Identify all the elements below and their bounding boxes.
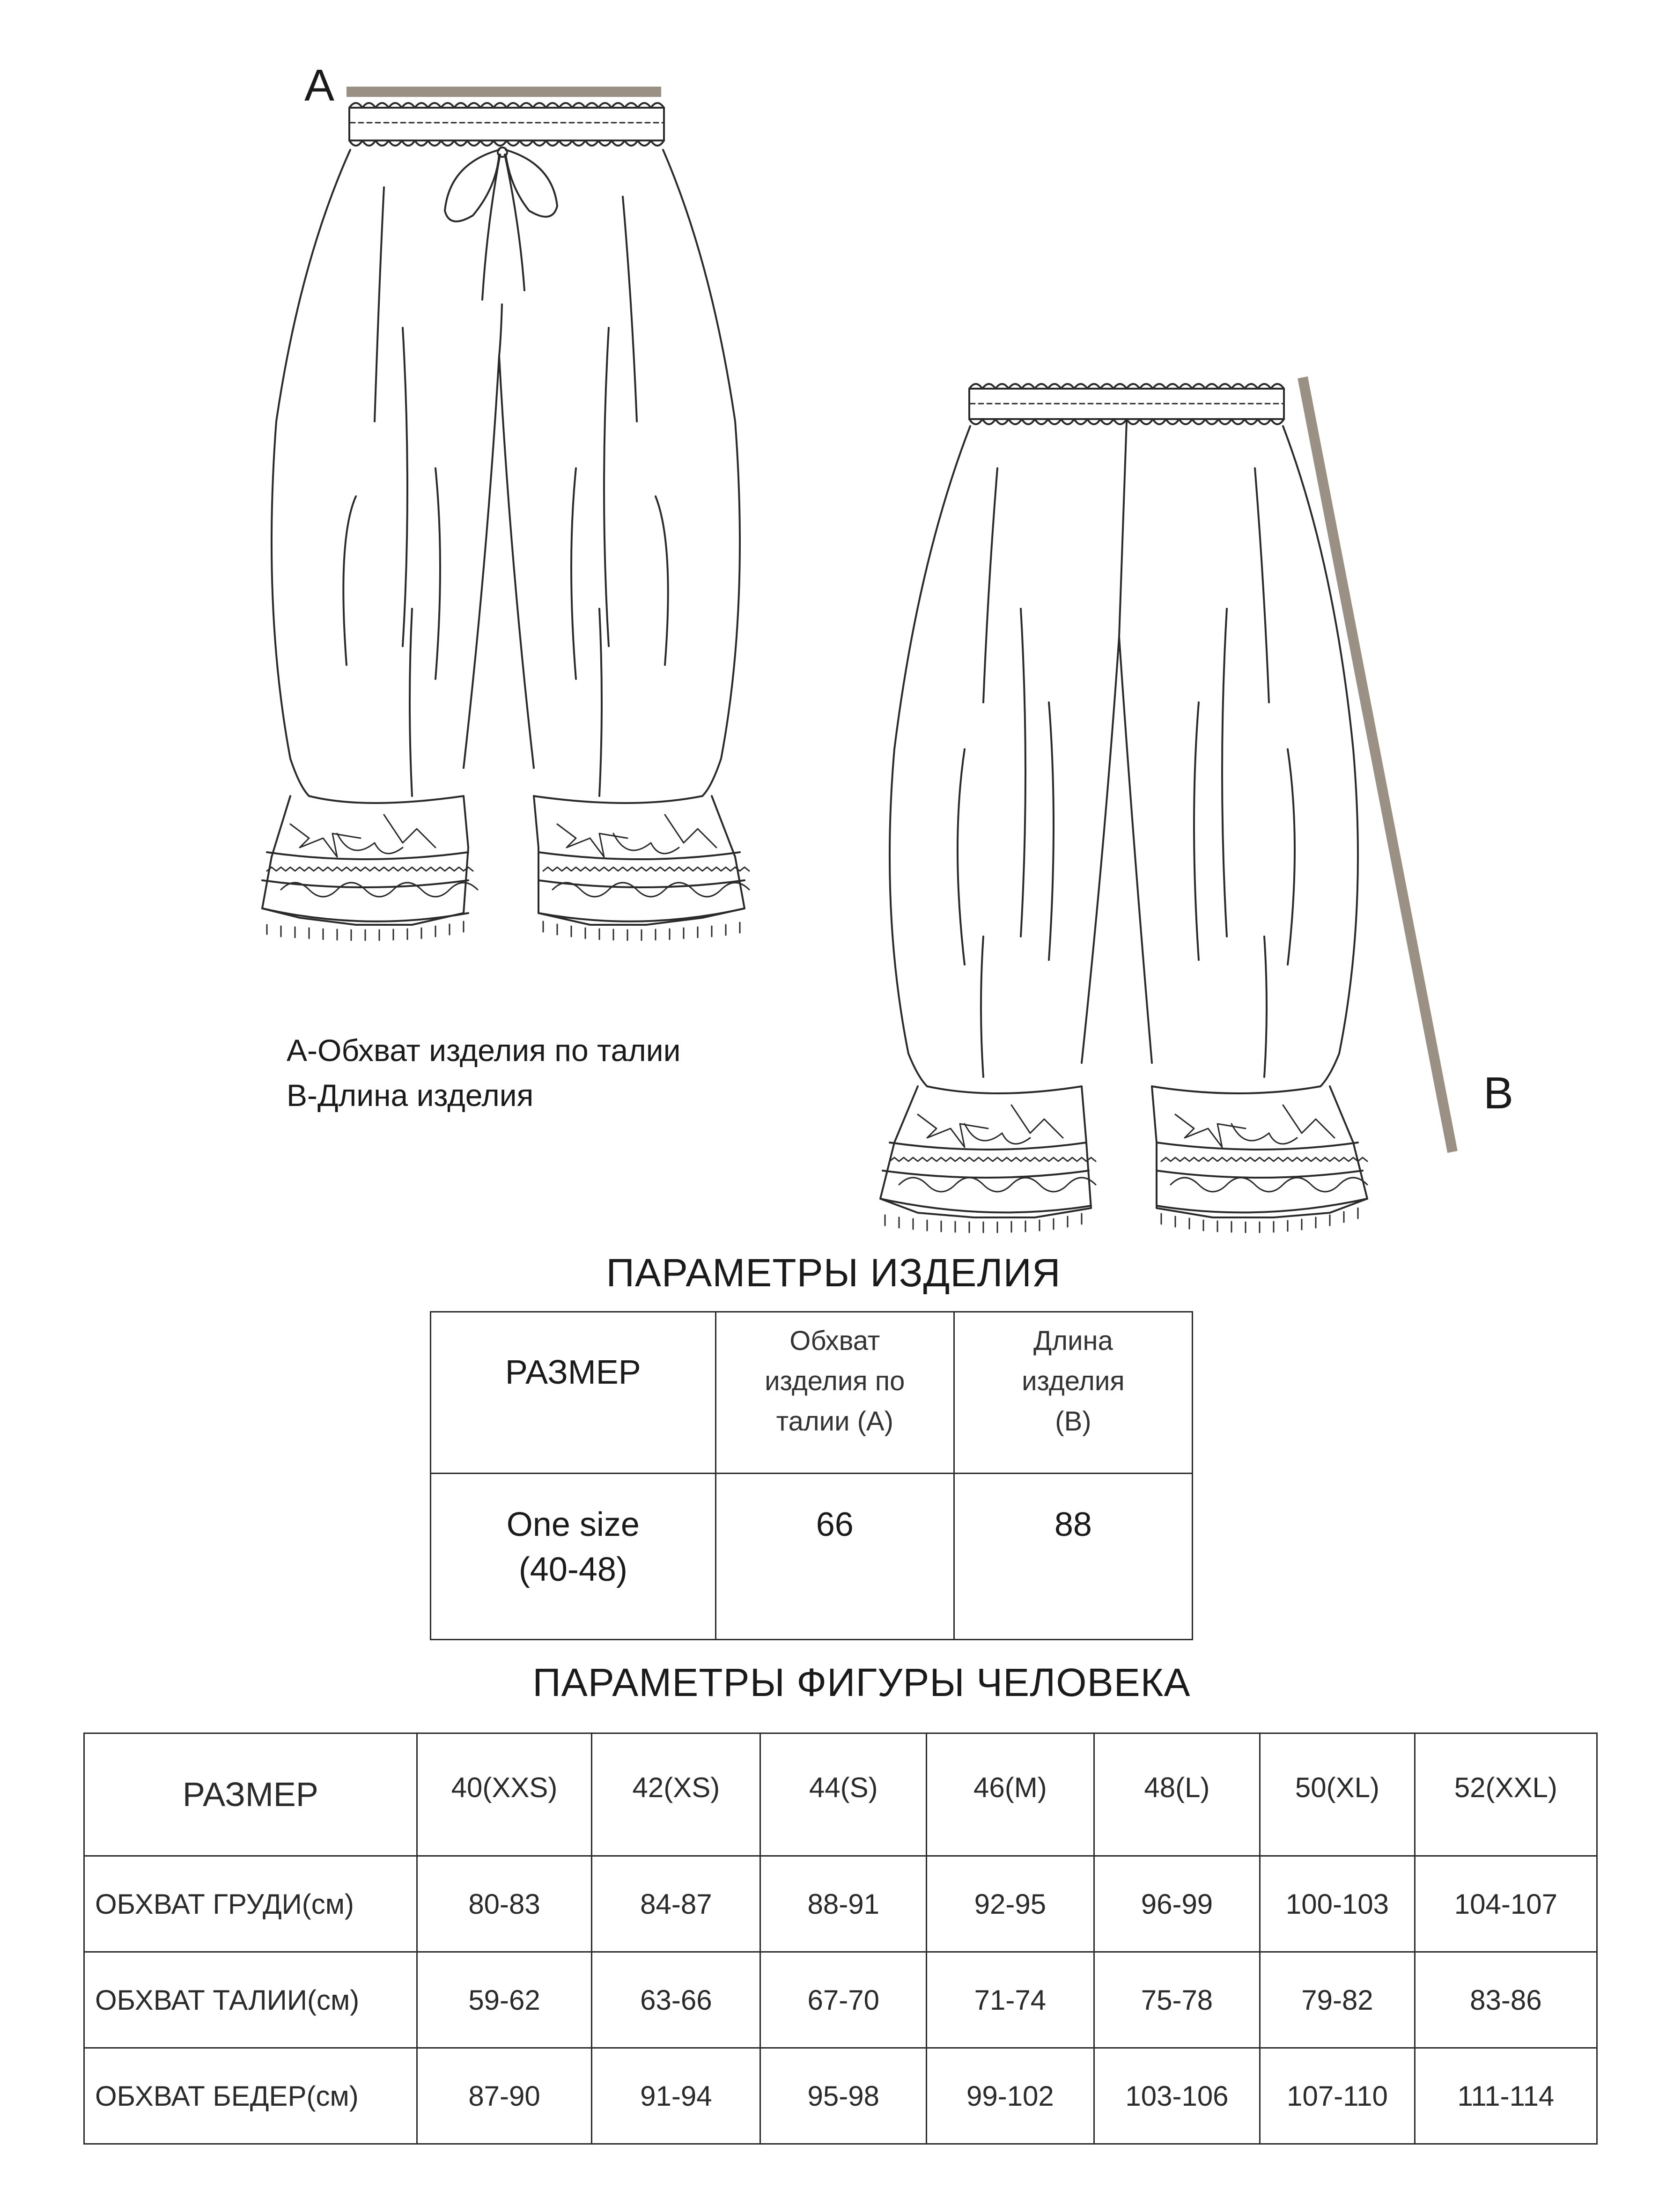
product-length-value: 88 — [954, 1474, 1192, 1640]
table-cell: 71-74 — [927, 1952, 1094, 2048]
figure-params-table — [83, 1733, 1598, 2145]
table-cell: 103-106 — [1094, 2048, 1260, 2144]
table-cell: 100-103 — [1260, 1856, 1415, 1952]
size-header: 48(L) — [1094, 1733, 1260, 1856]
product-size-header: РАЗМЕР — [431, 1312, 716, 1474]
table-cell: 59-62 — [417, 1952, 592, 2048]
product-waist-value: 66 — [715, 1474, 954, 1640]
label-b: B — [1483, 1068, 1514, 1118]
table-row — [84, 1952, 1597, 2048]
table-cell: 104-107 — [1415, 1856, 1597, 1952]
table-cell: 95-98 — [760, 2048, 927, 2144]
size-header: 42(XS) — [592, 1733, 760, 1856]
table-cell: 96-99 — [1094, 1856, 1260, 1952]
measure-line-b — [1303, 377, 1453, 1152]
table-cell: 91-94 — [592, 2048, 760, 2144]
table-cell: 99-102 — [927, 2048, 1094, 2144]
table-cell: 83-86 — [1415, 1952, 1597, 2048]
size-header: 44(S) — [760, 1733, 927, 1856]
product-size-cell: One size (40-48) — [431, 1474, 716, 1640]
table-cell: 84-87 — [592, 1856, 760, 1952]
legend-line-a: А-Обхват изделия по талии — [287, 1033, 681, 1068]
table-cell: 67-70 — [760, 1952, 927, 2048]
table-cell: 79-82 — [1260, 1952, 1415, 2048]
label-a: A — [304, 60, 335, 111]
table-cell: 111-114 — [1415, 2048, 1597, 2144]
table-cell: 63-66 — [592, 1952, 760, 2048]
table-cell: 87-90 — [417, 2048, 592, 2144]
table-row — [84, 1856, 1597, 1952]
size-header: 52(XXL) — [1415, 1733, 1597, 1856]
table-cell: 88-91 — [760, 1856, 927, 1952]
row-label-chest: ОБХВАТ ГРУДИ(см) — [84, 1856, 417, 1952]
legend-line-b: В-Длина изделия — [287, 1078, 534, 1113]
row-label-waist: ОБХВАТ ТАЛИИ(см) — [84, 1952, 417, 2048]
table-cell: 92-95 — [927, 1856, 1094, 1952]
product-waist-header: Обхват изделия по талии (А) — [715, 1312, 954, 1474]
legend — [287, 1028, 680, 1118]
front-view — [262, 103, 749, 940]
table-cell: 80-83 — [417, 1856, 592, 1952]
table-cell: 107-110 — [1260, 2048, 1415, 2144]
product-length-header: Длина изделия (В) — [954, 1312, 1192, 1474]
table-row — [84, 2048, 1597, 2144]
figure-size-header: РАЗМЕР — [84, 1733, 417, 1856]
size-header: 50(XL) — [1260, 1733, 1415, 1856]
row-label-hips: ОБХВАТ БЕДЕР(см) — [84, 2048, 417, 2144]
table-cell: 75-78 — [1094, 1952, 1260, 2048]
back-view — [880, 384, 1367, 1232]
product-params-table — [430, 1311, 1193, 1640]
size-header: 40(XXS) — [417, 1733, 592, 1856]
size-header: 46(M) — [927, 1733, 1094, 1856]
product-params-title: ПАРАМЕТРЫ ИЗДЕЛИЯ — [606, 1251, 1061, 1295]
figure-params-title: ПАРАМЕТРЫ ФИГУРЫ ЧЕЛОВЕКА — [532, 1660, 1191, 1704]
